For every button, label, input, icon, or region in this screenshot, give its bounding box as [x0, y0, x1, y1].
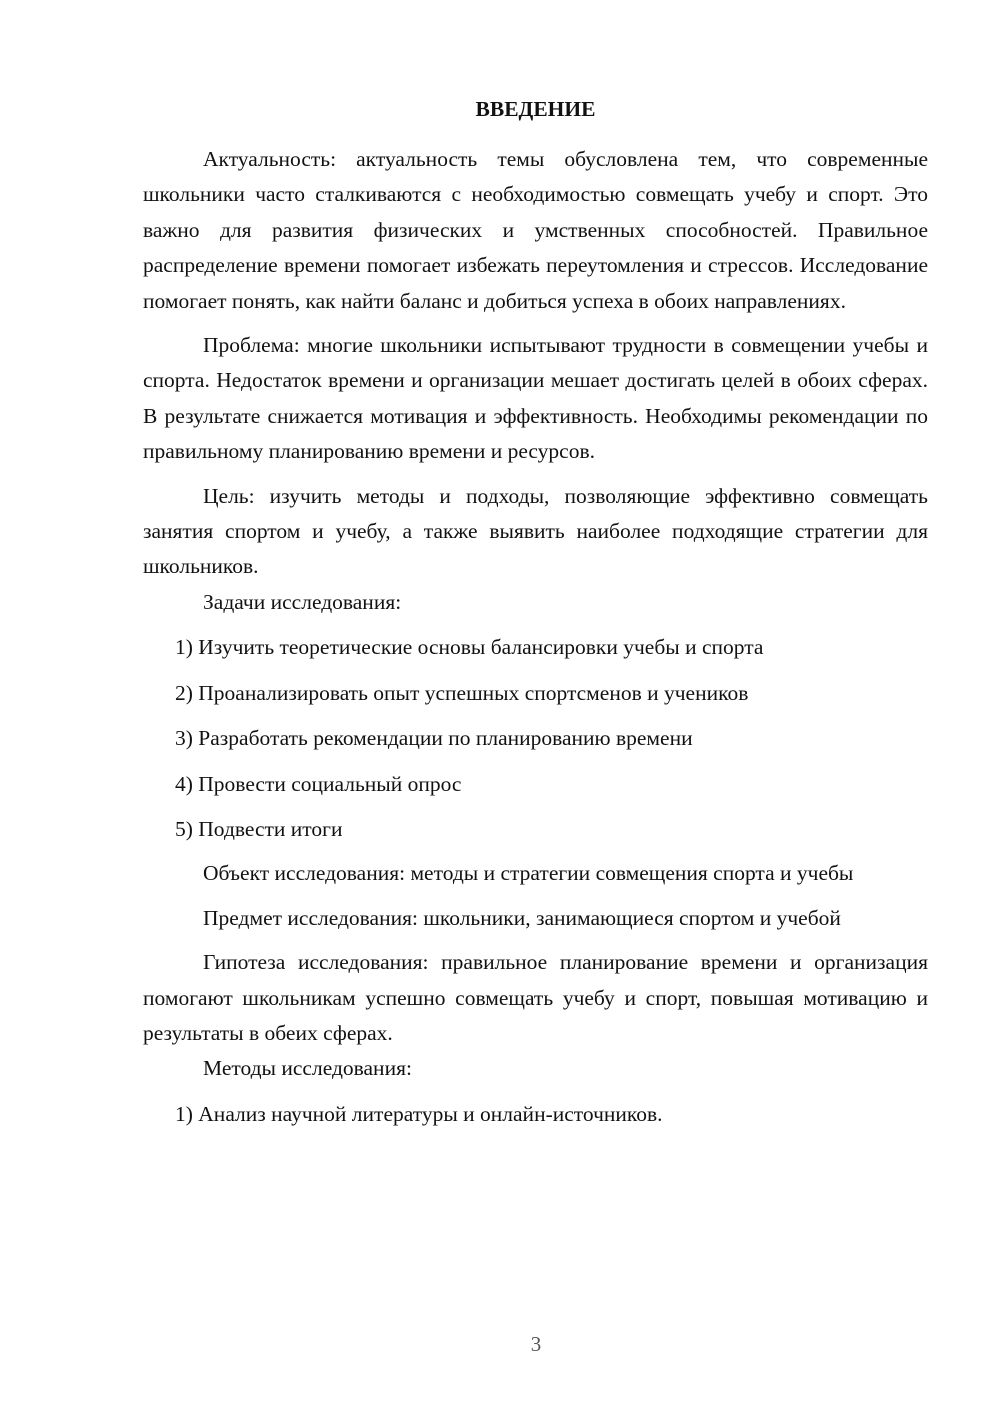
goal-paragraph: Цель: изучить методы и подходы, позволяющие эффективно совмещать занятия спортом и учебу, а также выявить наиболее подходящие стратегии для школьников. [143, 483, 928, 579]
task-item: 5) Подвести итоги [175, 816, 343, 841]
task-item: 3) Разработать рекомендации по планированию времени [175, 726, 693, 751]
method-item: 1) Анализ научной литературы и онлайн-источников. [175, 1101, 663, 1126]
problem-paragraph: Проблема: многие школьники испытывают трудности в совмещении учебы и спорта. Недостаток времени и организации мешает достигать целей в обоих сферах. В результате снижается мотивация и эффективность. Необходимы рекомендации по правильному планированию времени и ресурсов. [143, 333, 928, 464]
document-body [143, 142, 928, 1132]
task-item: 2) Проанализировать опыт успешных спортсменов и учеников [175, 680, 749, 705]
object-paragraph: Объект исследования: методы и стратегии совмещения спорта и учебы [203, 861, 854, 886]
task-item: 4) Провести социальный опрос [175, 771, 462, 796]
tasks-title: Задачи исследования: [203, 589, 402, 614]
relevance-paragraph: Актуальность: актуальность темы обусловлена тем, что современные школьники часто сталкиваются с необходимостью совмещать учебу и спорт. Это важно для развития физических и умственных способностей. Правильное распределение времени помогает избежать переутомления и стрессов. Исследование помогает понять, как найти баланс и добиться успеха в обоих направлениях. [143, 147, 928, 313]
methods-title: Методы исследования: [203, 1056, 412, 1081]
hypothesis-paragraph: Гипотеза исследования: правильное планирование времени и организация помогают школьникам успешно совмещать учебу и спорт, повышая мотивацию и результаты в обеих сферах. [143, 950, 928, 1045]
section-heading: ВВЕДЕНИЕ [475, 97, 596, 121]
page-number: 3 [530, 1332, 542, 1356]
subject-paragraph: Предмет исследования: школьники, занимающиеся спортом и учебой [203, 905, 841, 930]
task-item: 1) Изучить теоретические основы балансировки учебы и спорта [175, 635, 764, 660]
